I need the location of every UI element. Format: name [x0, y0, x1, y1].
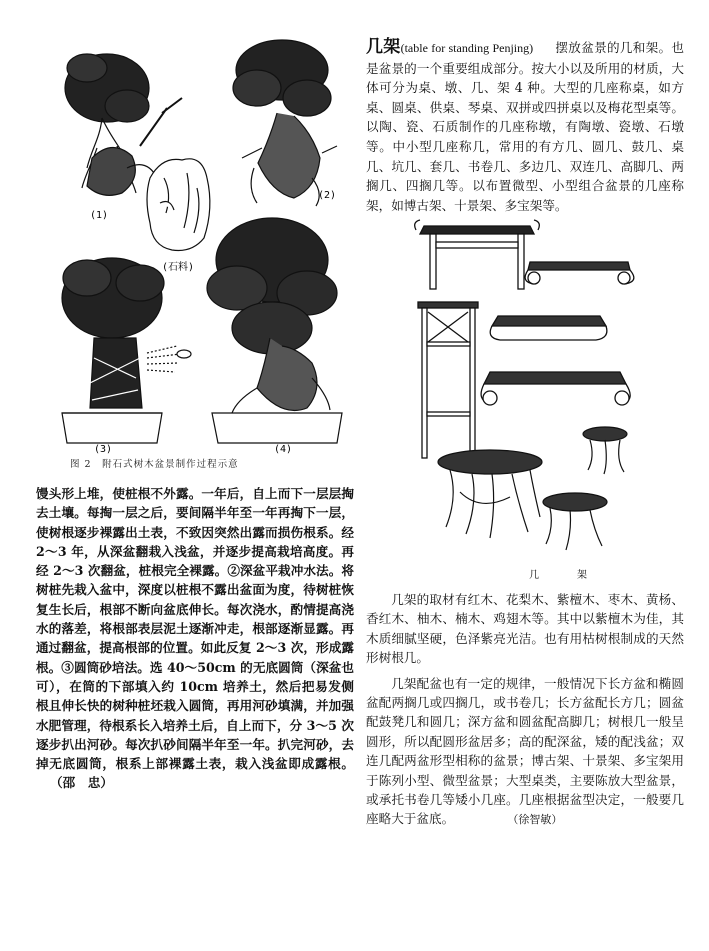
entry-signature: （徐智敏） [507, 813, 563, 827]
stand-long-table [415, 220, 540, 289]
entry-paragraph-matching-text: 几架配盆也有一定的规律，一般情况下长方盆和椭圆盆配两搁几或四搁几，或书卷几；长方盆配长方几；圆盆配鼓凳几和圆几；深方盆和圆盆配高脚几；树根几一般呈圆形，所以配圆形盆居多；高的配深盆，矮的配浅盆；双连几配两盆形型相称的盆景；博古架、十景架、多宝架用于陈列小型、微型盆景；大型桌类，主要陈放大型盆景，或承托书卷几等矮小几座。几座根据盆型决定，一般要几座略大于盆底。 [366, 675, 684, 827]
stand-tall [418, 302, 478, 458]
left-article-author: （邵 忠） [50, 775, 113, 791]
panel-label-1: (1) [90, 210, 109, 221]
panel-label-stone: (石料) [162, 262, 195, 273]
stand-root-large [438, 450, 542, 538]
panel-label-3: (3) [94, 444, 113, 455]
entry-paragraph-materials: 几架的取材有红木、花梨木、紫檀木、枣木、黄杨、香红木、柚木、楠木、鸡翅木等。其中以紫檀木为佳，其木质细腻坚硬，色泽紫亮光洁。也有用枯树根制成的天然形树根几。 [366, 592, 684, 666]
left-figure-caption: 图 2 附石式树木盆景制作过程示意 [70, 459, 239, 470]
stand-low-2 [481, 372, 630, 405]
panel-4-drawing [207, 218, 342, 443]
stands-illustration [410, 212, 670, 562]
entry-title-english: (table for standing Penjing) [400, 41, 534, 55]
stand-scroll [525, 262, 634, 284]
entry-paragraph-matching [366, 674, 684, 830]
bonsai-process-illustration [32, 28, 354, 458]
stand-root-small [583, 427, 627, 474]
left-article-body: 馒头形上堆，使桩根不外露。一年后，自上而下一层层掏去土壤。每掏一层之后，要间隔半年至一年再掏下一层，使树根逐步裸露出土表，不致因突然出露而损伤根系。经 2～3 年，从深盆翻栽入浅盆，并逐步提高栽培高度。再经 2～3 次翻盆，桩根完全裸露。②深盆平栽冲水法。将树桩先栽入盆中，深度以桩根不露出盆面为度，待树桩恢复生长后，根部不断向盆底伸长。每次浇水，酌情提高浇水的落差，将根部表层泥土逐渐冲走，根部逐渐显露。再通过翻盆，提高根部的位置。如此反复 2～3 次，形成露根。③圆筒砂培法。选 40～50cm 的无底圆筒（深盆也可），在筒的下部填入约 10cm 培养土，然后把易发侧根且伸长快的树种桩坯栽入圆筒，再用河砂填满，并加强水肥管理，待根系长入培养土后，自上而下，分 3～5 次逐步扒出河砂。每次扒砂间隔半年至一年。扒完河砂，去掉无底圆筒，根系上部裸露土表，栽入浅盆即成露根。 [36, 486, 354, 772]
entry-body [366, 590, 684, 836]
stands-figure-caption: 几 架 [529, 570, 601, 581]
stand-root-medium [543, 493, 607, 550]
stand-low-1 [490, 316, 607, 340]
entry-title: 几架 [366, 37, 401, 57]
panel-2-drawing [233, 40, 337, 206]
left-article [36, 484, 354, 793]
stone-drawing [147, 159, 210, 251]
entry-intro: 摆放盆景的几和架。也是盆景的一个重要组成部分。按大小以及所用的材质，大体可分为桌、墩、几、架 4 种。大型的几座称桌，如方桌、圆桌、供桌、琴桌、双拼或四拼桌以及梅花型桌等。以陶、瓷、石质制作的几座称墩，有陶墩、瓷墩、石墩等。中小型几座称几，常用的有方几、圆几、鼓几、桌几、坑几、套几、书卷几、多边几、双连几、高脚几、两搁几、四搁几等。以布置微型、小型组合盆景的几座称架，如博古架、十景架、多宝架等。 [366, 40, 685, 213]
panel-label-4: (4) [274, 444, 293, 455]
entry-header [366, 38, 684, 215]
panel-3-drawing [62, 258, 191, 443]
panel-label-2: (2) [318, 190, 337, 201]
